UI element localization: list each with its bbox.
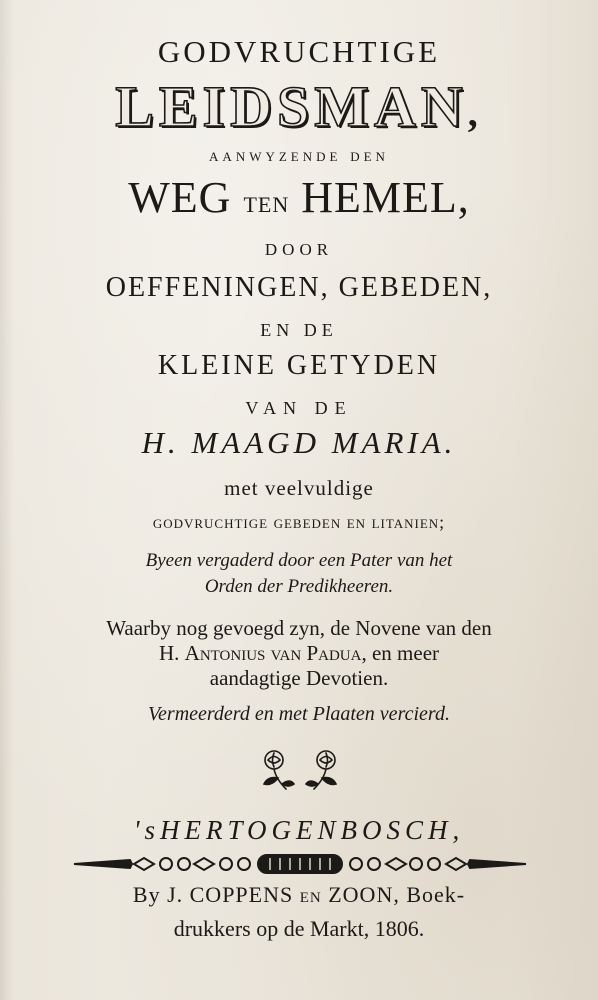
line-byeen-vergaderd: Byeen vergaderd door een Pater van het [145,550,453,571]
line-met-veelvuldige: met veelvuldige [224,476,374,500]
weg-word: WEG [128,173,232,222]
coppens-zoon: ZOON, Boek- [328,882,466,907]
line-waarby: Waarby nog gevoegd zyn, de Novene van den [106,616,492,640]
line-hertogenbosch: 'sHERTOGENBOSCH, [133,815,465,845]
line-oeffeningen: OEFFENINGEN, GEBEDEN, [105,272,493,303]
ornamental-rule-icon [70,850,530,878]
line-devotien: aandagtige Devotien. [209,666,389,690]
title-line-godvruchtige: GODVRUCHTIGE [157,34,441,69]
line-vermeerderd: Vermeerderd en met Plaaten vercierd. [148,703,450,725]
line-en-de: EN DE [260,320,338,340]
rose-sprigs-icon [252,748,348,794]
line-orden-der-predikheeren: Orden der Predikheeren. [204,576,394,597]
coppens-name: By J. COPPENS [132,882,294,907]
antonius-h: H. [158,641,180,665]
antonius-tail: , en meer [361,641,440,665]
line-godvruchtige-gebeden: godvruchtige gebeden en litanien; [152,512,446,532]
ten-word: ten [243,183,290,219]
title-line-leidsman [0,74,598,139]
hemel-word: HEMEL, [301,173,470,222]
line-antonius [0,643,598,664]
line-maagd-maria: H. MAAGD MARIA. [141,425,457,460]
title-line-weg-ten-hemel [0,173,598,222]
leidsman-comma: , [467,90,483,135]
coppens-en: en [299,882,322,907]
leidsman-word: LEIDSMAN [115,74,468,139]
antonius-name: Antonius van Padua [184,641,362,665]
subtitle-aanwyzende: aanwyzende den [209,145,389,166]
line-drukkers: drukkers op de Markt, 1806. [173,916,425,941]
line-kleine-getyden: KLEINE GETYDEN [157,350,441,381]
line-door: DOOR [264,240,334,259]
line-coppens [0,884,598,906]
line-van-de: VAN DE [245,398,353,418]
